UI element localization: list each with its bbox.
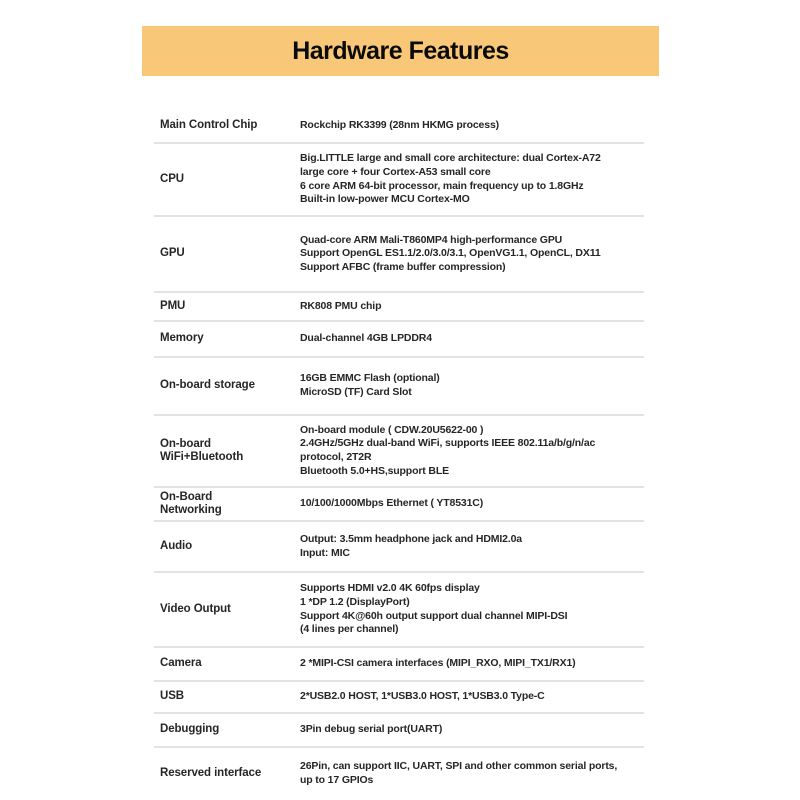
spec-value-line: protocol, 2T2R bbox=[300, 451, 372, 463]
spec-label-line: CPU bbox=[160, 172, 184, 185]
spec-row bbox=[154, 217, 644, 293]
spec-label-line: Memory bbox=[160, 332, 204, 345]
spec-label bbox=[154, 300, 300, 314]
spec-label-line: USB bbox=[160, 690, 184, 703]
spec-value bbox=[300, 760, 644, 787]
spec-label-line: Main Control Chip bbox=[160, 119, 258, 132]
spec-value-line: 1 *DP 1.2 (DisplayPort) bbox=[300, 595, 410, 608]
spec-value-line: Support 4K@60h output support dual channel MIPI-DSI bbox=[300, 609, 568, 622]
spec-value-line: Supports HDMI v2.0 4K 60fps display bbox=[300, 582, 480, 595]
spec-row bbox=[154, 416, 644, 488]
spec-value-line: 10/100/1000Mbps Ethernet ( YT8531C) bbox=[300, 497, 484, 510]
spec-label-line: Video Output bbox=[160, 602, 231, 615]
spec-value-line: 2*USB2.0 HOST, 1*USB3.0 HOST, 1*USB3.0 Type-C bbox=[300, 690, 545, 703]
spec-value-line: Quad-core ARM Mali-T860MP4 high-performance GPU bbox=[300, 233, 563, 246]
spec-label-line: Debugging bbox=[160, 723, 220, 736]
spec-row bbox=[154, 648, 644, 682]
spec-table bbox=[154, 110, 644, 800]
spec-label bbox=[154, 379, 300, 393]
spec-label bbox=[154, 540, 300, 554]
spec-value bbox=[300, 497, 644, 511]
spec-value bbox=[300, 657, 644, 671]
spec-label bbox=[154, 247, 300, 261]
spec-value bbox=[300, 119, 644, 133]
spec-value-line: 26Pin, can support IIC, UART, SPI and other common serial ports, bbox=[300, 760, 618, 773]
spec-value bbox=[300, 723, 644, 737]
spec-row bbox=[154, 358, 644, 416]
spec-value-line: 3Pin debug serial port(UART) bbox=[300, 723, 443, 736]
spec-value-line: Support OpenGL ES1.1/2.0/3.0/3.1, OpenVG1.1, OpenCL, DX11 bbox=[300, 247, 601, 260]
spec-value-line: Dual-channel 4GB LPDDR4 bbox=[300, 332, 432, 345]
spec-label-line: Reserved interface bbox=[160, 767, 262, 780]
spec-value-line: MicroSD (TF) Card Slot bbox=[300, 386, 412, 398]
spec-value-line: On-board module ( CDW.20U5622-00 ) bbox=[300, 423, 484, 436]
spec-label-line: On-board storage bbox=[160, 379, 255, 392]
spec-label-line: On-board bbox=[160, 437, 211, 450]
spec-value bbox=[300, 234, 644, 275]
spec-value-line: (4 lines per channel) bbox=[300, 623, 399, 636]
spec-label-line: GPU bbox=[160, 247, 185, 260]
spec-value-line: Rockchip RK3399 (28nm HKMG process) bbox=[300, 119, 499, 132]
spec-row bbox=[154, 144, 644, 217]
spec-value bbox=[300, 582, 644, 636]
spec-value bbox=[300, 300, 644, 314]
spec-label-line: Audio bbox=[160, 539, 193, 552]
spec-value bbox=[300, 424, 644, 478]
spec-label-line: PMU bbox=[160, 299, 186, 312]
spec-label bbox=[154, 657, 300, 671]
spec-label bbox=[154, 690, 300, 704]
spec-label-line: On-Board bbox=[160, 490, 213, 503]
spec-label bbox=[154, 332, 300, 346]
spec-value-line: 2.4GHz/5GHz dual-band WiFi, supports IEEE 802.11a/b/g/n/ac bbox=[300, 437, 596, 450]
spec-value-line: 16GB EMMC Flash (optional) bbox=[300, 372, 440, 385]
spec-value-line: Input: MIC bbox=[300, 546, 350, 559]
spec-label bbox=[154, 491, 300, 518]
spec-value-line: up to 17 GPIOs bbox=[300, 774, 374, 786]
spec-row bbox=[154, 748, 644, 800]
spec-value bbox=[300, 533, 644, 560]
spec-row bbox=[154, 293, 644, 322]
spec-value-line: Output: 3.5mm headphone jack and HDMI2.0a bbox=[300, 532, 522, 545]
spec-value bbox=[300, 152, 644, 206]
spec-value bbox=[300, 372, 644, 399]
spec-row bbox=[154, 322, 644, 358]
spec-label bbox=[154, 603, 300, 617]
spec-label bbox=[154, 119, 300, 133]
spec-label bbox=[154, 723, 300, 737]
spec-value-line: 6 core ARM 64-bit processor, main frequency up to 1.8GHz bbox=[300, 179, 584, 192]
spec-value-line: RK808 PMU chip bbox=[300, 299, 382, 312]
spec-value-line: Big.LITTLE large and small core architecture: dual Cortex-A72 bbox=[300, 152, 601, 165]
spec-label-line: Camera bbox=[160, 657, 202, 670]
spec-row bbox=[154, 110, 644, 144]
spec-label bbox=[154, 767, 300, 781]
spec-label bbox=[154, 173, 300, 187]
spec-value-line: large core + four Cortex-A53 small core bbox=[300, 165, 491, 178]
spec-row bbox=[154, 488, 644, 522]
spec-value-line: Built-in low-power MCU Cortex-MO bbox=[300, 193, 470, 206]
spec-label-line: Networking bbox=[160, 504, 222, 516]
spec-label bbox=[154, 438, 300, 465]
spec-row bbox=[154, 573, 644, 648]
spec-row bbox=[154, 522, 644, 573]
spec-value bbox=[300, 332, 644, 346]
spec-label-line: WiFi+Bluetooth bbox=[160, 451, 244, 463]
spec-value-line: Support AFBC (frame buffer compression) bbox=[300, 260, 506, 273]
spec-row bbox=[154, 682, 644, 714]
spec-row bbox=[154, 714, 644, 748]
spec-value-line: 2 *MIPI-CSI camera interfaces (MIPI_RXO, MIPI_TX1/RX1) bbox=[300, 657, 576, 670]
title-banner bbox=[142, 26, 659, 76]
spec-value bbox=[300, 690, 644, 704]
page-title: Hardware Features bbox=[292, 36, 509, 65]
spec-value-line: Bluetooth 5.0+HS,support BLE bbox=[300, 464, 449, 477]
